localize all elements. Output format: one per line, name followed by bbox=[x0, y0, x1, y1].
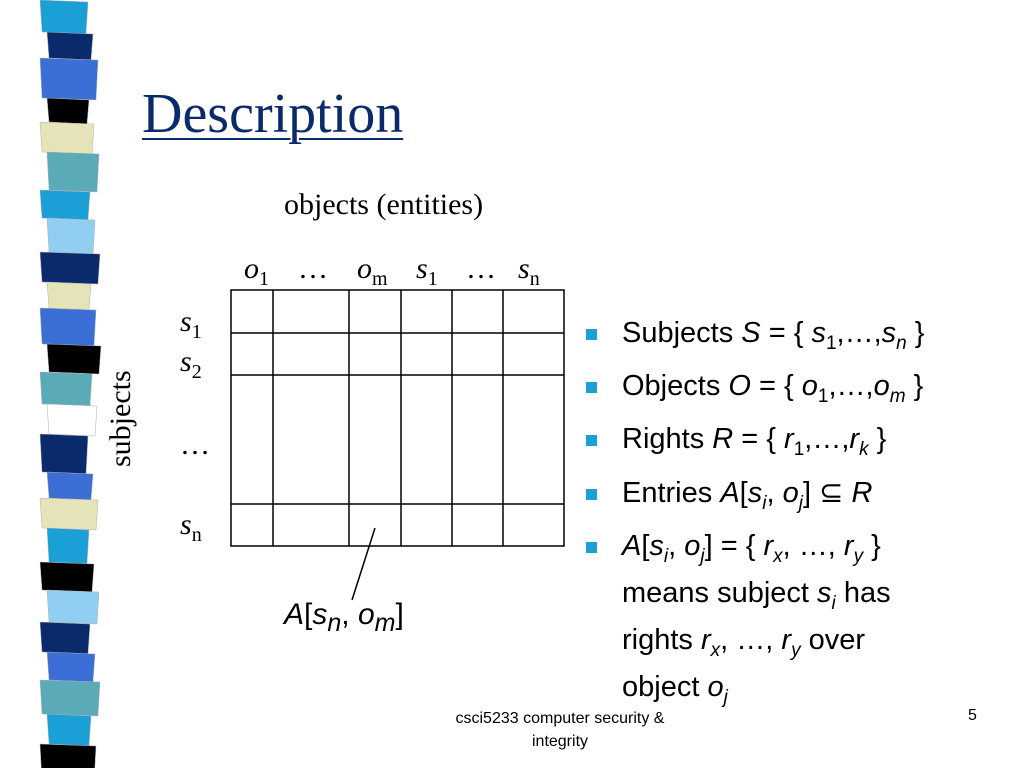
definition-bullet-list bbox=[586, 315, 1016, 721]
row-label-s1: $s_1$ bbox=[180, 305, 202, 343]
bullet-subjects: Subjects S = { $s_1,\dots,s_n$ } bbox=[586, 315, 1016, 362]
column-label-o1: $o_1$ bbox=[244, 252, 269, 290]
matrix-border bbox=[231, 290, 564, 546]
column-label-ellipsis-2: … bbox=[466, 252, 496, 285]
column-label-om: $o_m$ bbox=[357, 252, 388, 290]
bullet-entry-meaning: $A[s_i$, $o_j$] = { $r_x$, …, $r_y$ } means subject $s_i$ has rights $r_x$, …, $r_y$ over object $o_j$ bbox=[586, 528, 1016, 715]
footer-line-1: csci5233 computer security & bbox=[455, 710, 665, 727]
column-label-ellipsis-1: … bbox=[298, 252, 328, 285]
matrix-cell-label: $A[s_n$, $o_m$] bbox=[284, 598, 404, 637]
slide-footer bbox=[400, 707, 720, 753]
row-label-sn: $s_n$ bbox=[180, 508, 202, 546]
bullet-entries: Entries $A[s_i$, $o_j$] ⊆ R bbox=[586, 475, 1016, 522]
bullet-square-icon bbox=[586, 382, 597, 393]
bullet-square-icon bbox=[586, 489, 597, 500]
objects-caption: objects (entities) bbox=[284, 188, 484, 221]
row-label-s2: $s_2$ bbox=[180, 345, 202, 383]
slide-title: Description bbox=[142, 83, 404, 145]
column-label-s1: $s_1$ bbox=[416, 252, 438, 290]
subjects-caption: subjects bbox=[104, 370, 137, 467]
row-label-ellipsis: … bbox=[180, 428, 210, 461]
bullet-objects: Objects O = { $o_1,\dots,o_m$ } bbox=[586, 368, 1016, 415]
column-label-sn: $s_n$ bbox=[518, 252, 540, 290]
bullet-square-icon bbox=[586, 329, 597, 340]
bullet-square-icon bbox=[586, 435, 597, 446]
cell-pointer-line bbox=[352, 528, 375, 600]
bullet-square-icon bbox=[586, 542, 597, 553]
footer-line-2: integrity bbox=[531, 733, 589, 750]
bullet-rights: Rights R = { $r_1,\dots,r_k$ } bbox=[586, 421, 1016, 468]
page-number: 5 bbox=[968, 707, 977, 724]
